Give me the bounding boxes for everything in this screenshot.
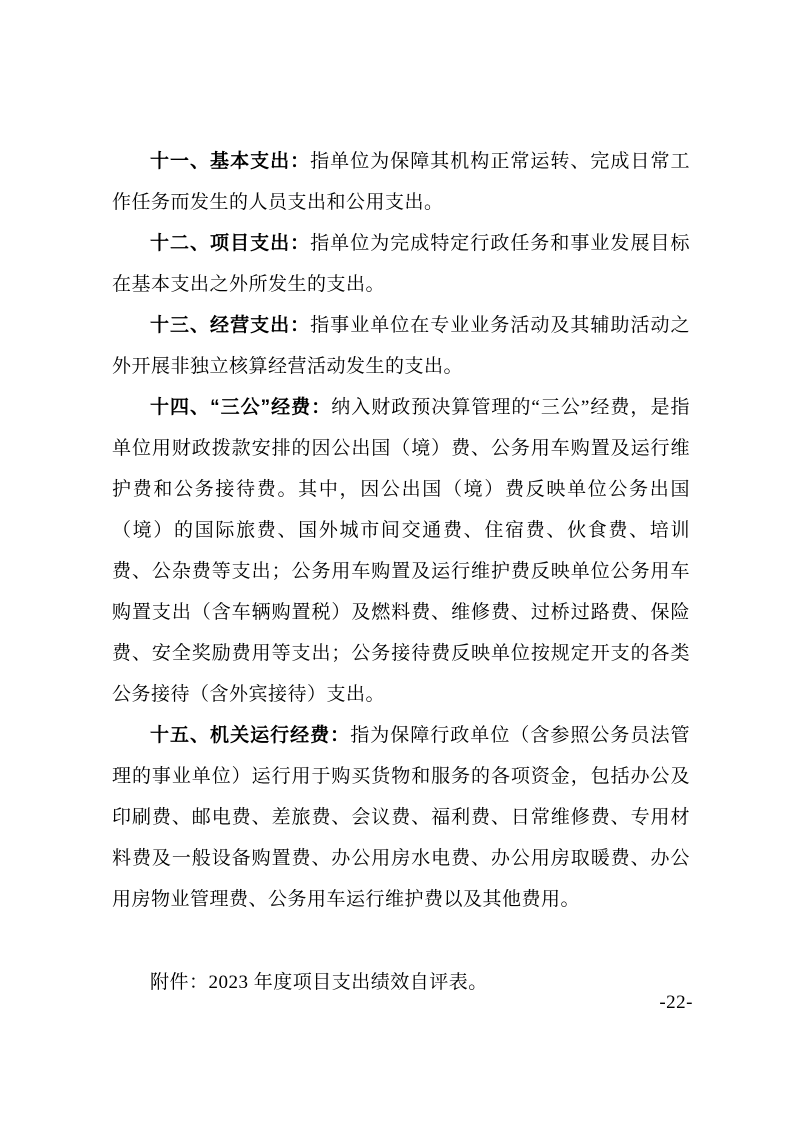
paragraph-13 [112,305,690,387]
page-number: -22- [659,992,693,1013]
paragraph-13-lead: 十三、经营支出： [150,315,311,336]
paragraph-14-lead: 十四、“三公”经费： [150,397,332,418]
paragraph-12-lead: 十二、项目支出： [150,233,311,254]
paragraph-11 [112,141,690,223]
paragraph-14-body: 纳入财政预决算管理的“三公”经费，是指单位用财政拨款安排的因公出国（境）费、公务用车购置及运行维护费和公务接待费。其中，因公出国（境）费反映单位公务出国（境）的国际旅费、国外城市间交通费、住宿费、伙食费、培训费、公杂费等支出；公务用车购置及运行维护费反映单位公务用车购置支出（含车辆购置税）及燃料费、维修费、过桥过路费、保险费、安全奖励费用等支出；公务接待费反映单位按规定开支的各类公务接待（含外宾接待）支出。 [112,397,690,705]
paragraph-15-lead: 十五、机关运行经费： [150,725,351,746]
attachment-line: 附件：2023 年度项目支出绩效自评表。 [150,972,488,993]
paragraph-11-lead: 十一、基本支出： [150,151,311,172]
paragraph-11-body: 指单位为保障其机构正常运转、完成日常工作任务而发生的人员支出和公用支出。 [112,151,690,213]
document-page [112,141,690,1003]
paragraph-14 [112,387,690,715]
paragraph-15-body: 指为保障行政单位（含参照公务员法管理的事业单位）运行用于购买货物和服务的各项资金，包括办公及印刷费、邮电费、差旅费、会议费、福利费、日常维修费、专用材料费及一般设备购置费、办公用房水电费、办公用房取暖费、办公用房物业管理费、公务用车运行维护费以及其他费用。 [112,725,690,910]
paragraph-13-body: 指事业单位在专业业务活动及其辅助活动之外开展非独立核算经营活动发生的支出。 [112,315,690,377]
paragraph-12-body: 指单位为完成特定行政任务和事业发展目标在基本支出之外所发生的支出。 [112,233,690,295]
paragraph-12 [112,223,690,305]
paragraph-15 [112,715,690,920]
